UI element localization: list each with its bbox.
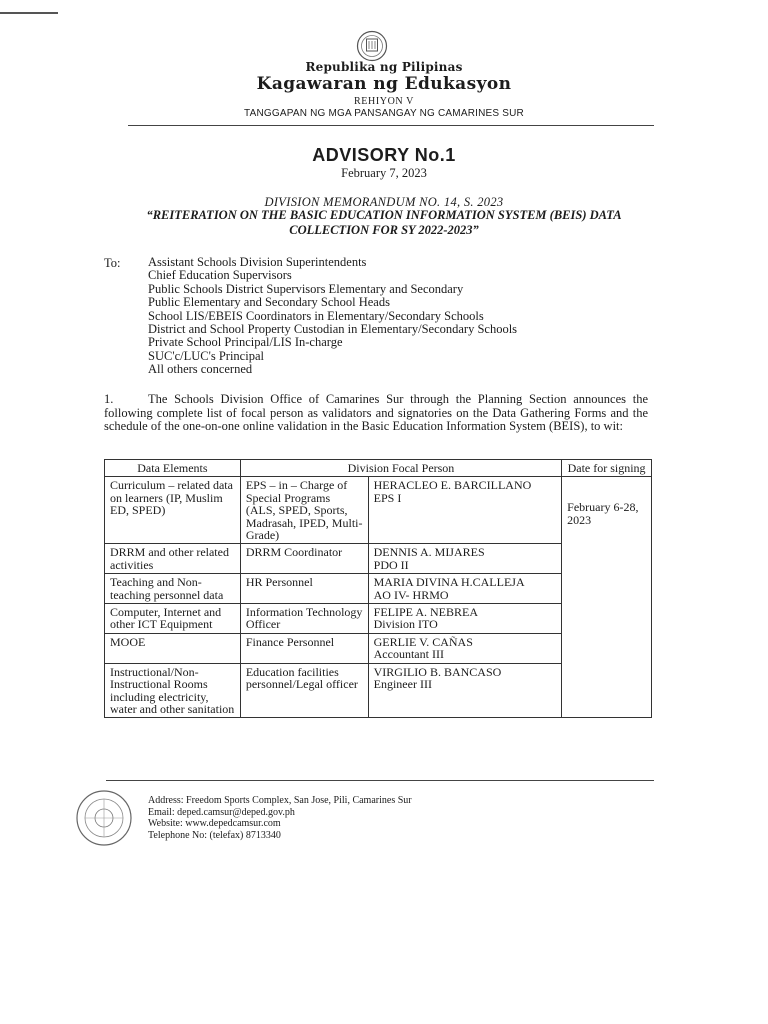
department-heading: Kagawaran ng Edukasyon bbox=[256, 74, 512, 94]
header-focal-person: Division Focal Person bbox=[240, 460, 561, 477]
cell-office: EPS – in – Charge of Special Programs (ALS, SPED, Sports, Madrasah, IPED, Multi-Grade) bbox=[240, 477, 368, 544]
person-name: VIRGILIO B. BANCASO bbox=[373, 664, 502, 679]
footer-address: Address: Freedom Sports Complex, San Jose, Pili, Camarines Sur bbox=[148, 795, 412, 806]
person-name: GERLIE V. CAÑAS bbox=[373, 634, 473, 649]
region-heading: REHIYON V bbox=[354, 96, 414, 107]
person-position: EPS I bbox=[373, 490, 402, 505]
paragraph-text: The Schools Division Office of Camarines Sur through the Planning Section announces the following complete list of focal person as validators and signatories on the Data Gathering Forms and the schedule of the one-on-one online validation in the Basic Education Information System (BEIS), to wit: bbox=[104, 392, 648, 433]
header-divider bbox=[128, 125, 654, 126]
to-label: To: bbox=[104, 256, 121, 270]
cell-office: DRRM Coordinator bbox=[240, 544, 368, 574]
memo-number: DIVISION MEMORANDUM NO. 14, S. 2023 bbox=[264, 195, 504, 209]
recipient-item: Public Schools District Supervisors Elementary and Secondary bbox=[148, 281, 464, 296]
table-row bbox=[105, 477, 652, 544]
person-position: Engineer III bbox=[373, 677, 432, 692]
cell-element: Computer, Internet and other ICT Equipment bbox=[105, 604, 241, 634]
cell-office: Education facilities personnel/Legal officer bbox=[240, 663, 368, 718]
recipient-item: Chief Education Supervisors bbox=[148, 268, 292, 283]
recipient-item: District and School Property Custodian in Elementary/Secondary Schools bbox=[148, 322, 518, 337]
person-name: MARIA DIVINA H.CALLEJA bbox=[373, 575, 525, 590]
table-header-row bbox=[105, 460, 652, 477]
paragraph-number: 1. bbox=[104, 392, 114, 406]
cell-element: MOOE bbox=[105, 633, 241, 663]
footer-email: Email: deped.camsur@deped.gov.ph bbox=[148, 806, 295, 818]
recipient-list bbox=[148, 256, 517, 377]
cell-element: Teaching and Non-teaching personnel data bbox=[105, 574, 241, 604]
cell-office: Finance Personnel bbox=[240, 633, 368, 663]
cell-person bbox=[368, 544, 562, 574]
focal-person-table bbox=[104, 459, 652, 718]
footer-contact bbox=[148, 795, 412, 841]
cell-office: HR Personnel bbox=[240, 574, 368, 604]
cell-element: Instructional/Non-Instructional Rooms including electricity, water and other sanitation bbox=[105, 663, 241, 718]
cell-person bbox=[368, 604, 562, 634]
recipient-item: Public Elementary and Secondary School Heads bbox=[148, 295, 390, 310]
deped-seal-icon bbox=[356, 30, 388, 62]
recipient-item: Private School Principal/LIS In-charge bbox=[148, 335, 343, 350]
office-heading: TANGGAPAN NG MGA PANSANGAY NG CAMARINES SUR bbox=[244, 108, 524, 119]
recipient-item: SUC'c/LUC's Principal bbox=[148, 348, 264, 363]
cell-element: DRRM and other related activities bbox=[105, 544, 241, 574]
republic-heading: Republika ng Pilipinas bbox=[305, 60, 463, 74]
cell-office: Information Technology Officer bbox=[240, 604, 368, 634]
paragraph-1 bbox=[104, 393, 648, 434]
footer-website: Website: www.depedcamsur.com bbox=[148, 818, 281, 829]
cell-signing-date bbox=[562, 477, 652, 718]
division-logo-icon bbox=[74, 788, 134, 848]
footer-divider bbox=[106, 780, 654, 781]
cell-person bbox=[368, 477, 562, 544]
advisory-date: February 7, 2023 bbox=[341, 166, 427, 180]
person-name: FELIPE A. NEBREA bbox=[373, 605, 478, 620]
header-data-elements: Data Elements bbox=[105, 460, 241, 477]
person-position: PDO II bbox=[373, 557, 409, 572]
cell-person bbox=[368, 663, 562, 718]
person-name: DENNIS A. MIJARES bbox=[373, 545, 485, 560]
cell-person bbox=[368, 633, 562, 663]
person-position: Accountant III bbox=[373, 647, 444, 662]
recipient-item: School LIS/EBEIS Coordinators in Elementary/Secondary Schools bbox=[148, 308, 484, 323]
cell-element: Curriculum – related data on learners (IP, Muslim ED, SPED) bbox=[105, 477, 241, 544]
cell-person bbox=[368, 574, 562, 604]
recipient-item: All others concerned bbox=[148, 362, 253, 377]
scan-corner-mark bbox=[0, 12, 58, 14]
person-name: HERACLEO E. BARCILLANO bbox=[373, 478, 532, 493]
header-date-signing: Date for signing bbox=[562, 460, 652, 477]
recipient-item: Assistant Schools Division Superintendents bbox=[148, 255, 367, 269]
advisory-title: ADVISORY No.1 bbox=[312, 145, 456, 165]
footer-telephone: Telephone No: (telefax) 8713340 bbox=[148, 829, 281, 841]
signing-date-value: February 6-28, 2023 bbox=[567, 500, 639, 527]
memo-subject: “REITERATION ON THE BASIC EDUCATION INFORMATION SYSTEM (BEIS) DATA COLLECTION FOR SY 2022-2023” bbox=[146, 208, 622, 237]
person-position: AO IV- HRMO bbox=[373, 587, 449, 602]
person-position: Division ITO bbox=[373, 617, 438, 632]
